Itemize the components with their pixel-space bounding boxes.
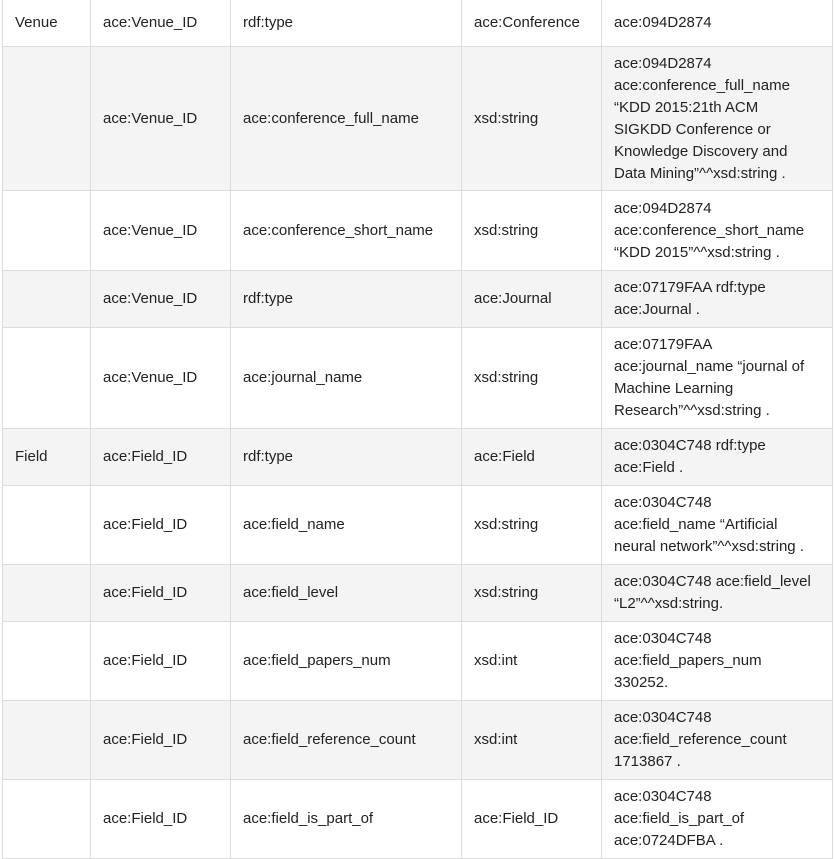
cell-predicate: ace:field_level [231,565,462,622]
example-line: “KDD 2015”^^xsd:string . [614,243,780,261]
cell-example-triple [602,271,833,328]
cell-class [3,328,91,429]
cell-predicate: rdf:type [231,0,462,47]
example-line: ace:field_name “Artificial [614,516,778,533]
cell-object: xsd:int [462,701,602,780]
table-row [3,622,833,701]
cell-id: ace:Venue_ID [91,0,231,47]
cell-class [3,780,91,859]
cell-example-triple [602,565,833,622]
cell-object: xsd:string [462,486,602,565]
cell-example-triple [602,328,833,429]
cell-predicate: ace:field_name [231,486,462,565]
cell-class [3,565,91,622]
cell-class [3,191,91,271]
cell-id: ace:Field_ID [91,780,231,859]
cell-object: ace:Conference [462,0,602,47]
example-line: 1713867 . [614,753,681,770]
example-line: ace:0304C748 ace:field_level [614,573,811,590]
cell-id: ace:Field_ID [91,429,231,486]
example-line: ace:Field . [614,459,684,476]
example-line: ace:field_reference_count [614,731,787,748]
cell-id: ace:Field_ID [91,701,231,780]
cell-object: ace:Field [462,429,602,486]
cell-predicate: rdf:type [231,429,462,486]
cell-object: xsd:string [462,47,602,191]
example-line: ace:field_is_part_of [614,810,745,827]
example-line: ace:Journal . [614,301,700,318]
example-line: Research”^^xsd:string . [614,402,770,419]
cell-id: ace:Venue_ID [91,191,231,271]
table-body [3,0,833,859]
example-line: ace:0304C748 [614,630,712,647]
table-row [3,780,833,859]
example-line: ace:094D2874 [614,54,712,72]
example-line: ace:conference_full_name [614,76,790,94]
cell-example-triple [602,622,833,701]
cell-predicate: ace:field_reference_count [231,701,462,780]
example-line: ace:094D2874 [614,199,712,217]
example-line: ace:0724DFBA . [614,832,724,849]
cell-example-triple [602,429,833,486]
cell-class [3,271,91,328]
table-row [3,47,833,191]
example-line: ace:0304C748 [614,494,712,511]
cell-predicate: ace:conference_short_name [231,191,462,271]
cell-id: ace:Field_ID [91,622,231,701]
example-line: ace:field_papers_num [614,652,762,669]
example-line: Knowledge Discovery and [614,142,788,160]
cell-class: Venue [3,0,91,47]
example-line: Data Mining”^^xsd:string . [614,164,786,182]
example-line: ace:0304C748 [614,788,712,805]
example-line: ace:0304C748 [614,709,712,726]
example-line: ace:07179FAA [614,336,713,353]
schema-table-container [2,0,832,859]
table-row [3,565,833,622]
cell-class: Field [3,429,91,486]
example-line: “KDD 2015:21th ACM [614,98,759,116]
example-line: 330252. [614,674,669,691]
cell-predicate: rdf:type [231,271,462,328]
cell-id: ace:Field_ID [91,565,231,622]
cell-example-triple [602,191,833,271]
table-row [3,328,833,429]
cell-predicate: ace:journal_name [231,328,462,429]
example-line: Machine Learning [614,380,734,397]
cell-id: ace:Field_ID [91,486,231,565]
cell-id: ace:Venue_ID [91,47,231,191]
cell-example-triple [602,780,833,859]
example-line: “L2”^^xsd:string. [614,595,724,612]
cell-class [3,486,91,565]
cell-id: ace:Venue_ID [91,328,231,429]
table-row [3,0,833,47]
cell-class [3,622,91,701]
table-row [3,701,833,780]
cell-example-triple [602,0,833,47]
cell-id: ace:Venue_ID [91,271,231,328]
cell-object: xsd:int [462,622,602,701]
cell-class [3,701,91,780]
cell-predicate: ace:field_is_part_of [231,780,462,859]
example-line: ace:07179FAA rdf:type [614,279,766,296]
example-line: ace:journal_name “journal of [614,358,805,375]
example-line: ace:conference_short_name [614,221,805,239]
cell-object: xsd:string [462,328,602,429]
example-line: neural network”^^xsd:string . [614,538,804,555]
table-row [3,429,833,486]
cell-object: xsd:string [462,191,602,271]
schema-table [2,0,833,859]
example-line: ace:094D2874 [614,14,712,31]
cell-example-triple [602,701,833,780]
cell-example-triple [602,47,833,191]
cell-predicate: ace:conference_full_name [231,47,462,191]
cell-class [3,47,91,191]
cell-predicate: ace:field_papers_num [231,622,462,701]
example-line: ace:0304C748 rdf:type [614,437,766,454]
cell-object: ace:Field_ID [462,780,602,859]
table-row [3,486,833,565]
cell-object: xsd:string [462,565,602,622]
table-row [3,271,833,328]
cell-example-triple [602,486,833,565]
example-line: SIGKDD Conference or [614,120,771,138]
table-row [3,191,833,271]
cell-object: ace:Journal [462,271,602,328]
